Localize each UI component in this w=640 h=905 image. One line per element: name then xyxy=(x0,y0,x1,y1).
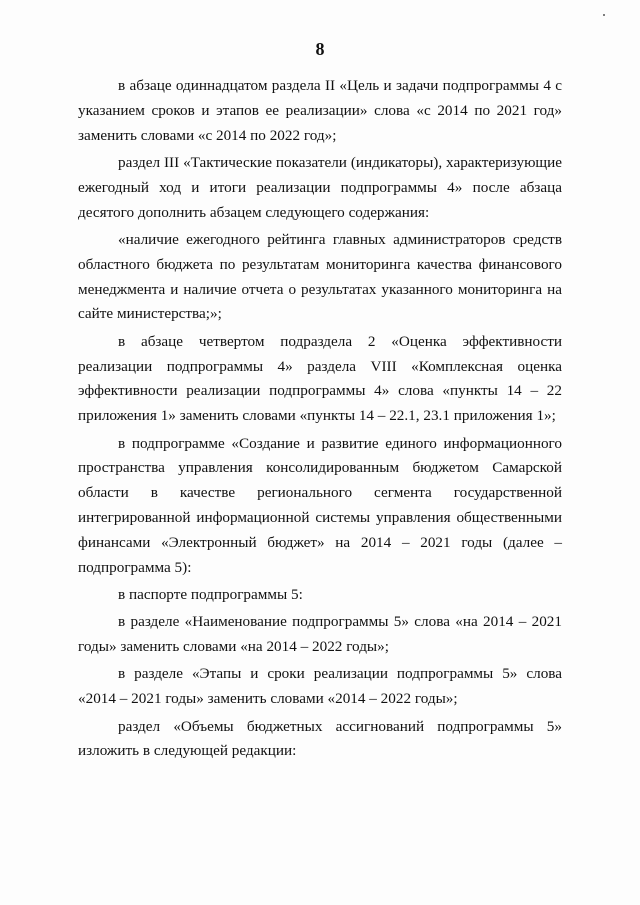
paragraph-6: в паспорте подпрограммы 5: xyxy=(118,585,303,603)
paragraph-9: раздел «Объемы бюджетных ассигнований подпрограммы 5» изложить в следующей редакции: xyxy=(78,717,562,760)
paragraph-2: раздел III «Тактические показатели (индикаторы), характеризующие ежегодный ход и итоги реализации подпрограммы 4» после абзаца десятого дополнить абзацем следующего содержания: xyxy=(78,153,562,221)
scan-speck xyxy=(603,14,605,16)
page-number: 8 xyxy=(315,39,325,59)
paragraph-3: «наличие ежегодного рейтинга главных администраторов средств областного бюджета по результатам мониторинга качества финансового менеджмента и наличие отчета о результатах указанного мониторинга на сайте министерства;»; xyxy=(78,230,562,323)
paragraph-5: в подпрограмме «Создание и развитие единого информационного пространства управления консолидированным бюджетом Самарской области в качестве регионального сегмента государственной интегрированной информационной системы управления общественными финансами «Электронный бюджет» на 2014 – 2021 годы (далее – подпрограмма 5): xyxy=(78,434,562,576)
paragraph-1: в абзаце одиннадцатом раздела II «Цель и задачи подпрограммы 4 с указанием сроков и этапов ее реализации» слова «с 2014 по 2021 год» заменить словами «с 2014 по 2022 год»; xyxy=(78,77,562,144)
document-body xyxy=(78,74,562,767)
paragraph-4: в абзаце четвертом подраздела 2 «Оценка эффективности реализации подпрограммы 4» раздела VIII «Комплексная оценка эффективности реализации подпрограммы 4» слова «пункты 14 – 22 приложения 1» заменить словами «пункты 14 – 22.1, 23.1 приложения 1»; xyxy=(78,332,562,425)
paragraph-7: в разделе «Наименование подпрограммы 5» слова «на 2014 – 2021 годы» заменить словами «на 2014 – 2022 годы»; xyxy=(78,613,562,656)
paragraph-8: в разделе «Этапы и сроки реализации подпрограммы 5» слова «2014 – 2021 годы» заменить словами «2014 – 2022 годы»; xyxy=(78,665,562,708)
